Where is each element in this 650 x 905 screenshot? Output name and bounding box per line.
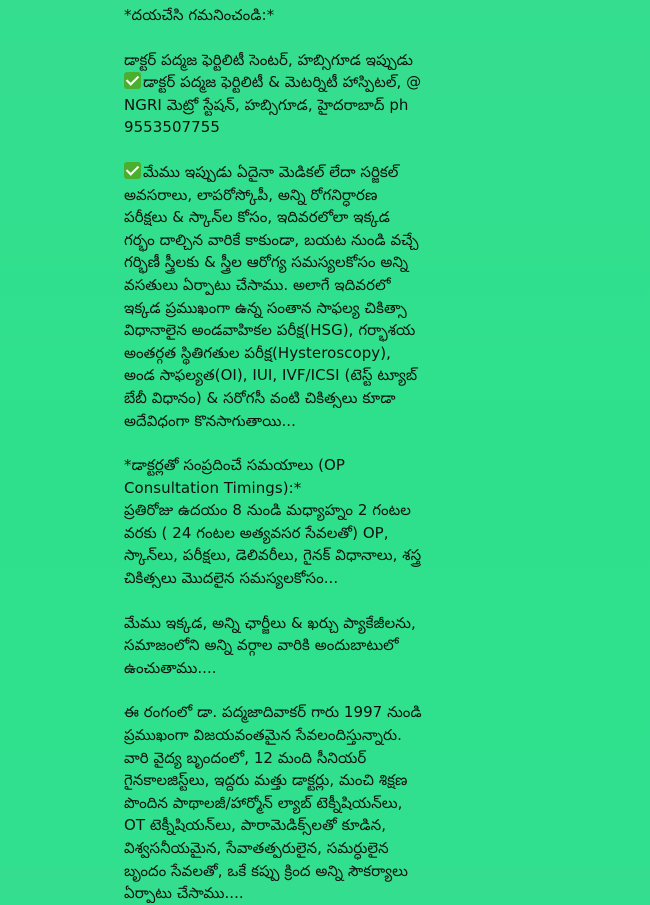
charges-line: ఉంచుతాము.... — [124, 658, 217, 677]
services-paragraph — [124, 161, 540, 432]
timings-line: స్కాన్‌లు, పరీక్షలు, డెలివరీలు, గైనక్ విధానాలు, శస్త్ర — [124, 546, 422, 565]
services-line-with-check — [124, 161, 540, 184]
services-line: ఇక్కడ ప్రముఖంగా ఉన్న సంతాన సాఫల్య చికిత్సా — [124, 298, 407, 317]
experience-line: వారి వైద్య బృందంలో, 12 మంది సీనియర్ — [124, 748, 367, 767]
experience-line: విశ్వసనీయమైన, సేవాతత్పరులైన, సమర్ధులైన — [124, 839, 389, 857]
charges-line: సమాజంలోని అన్ని వర్గాల వారికి అందుబాటులో — [124, 636, 399, 655]
experience-line: ప్రముఖంగా విజయవంతమైన సేవలందిస్తున్నారు. — [124, 726, 402, 745]
intro-line: డాక్టర్ పద్మజ ఫెర్టిలిటీ సెంటర్, హబ్సిగూడ ఇప్పుడు — [124, 50, 413, 69]
experience-line: ఈ రంగంలో డా. పద్మజాదివాకర్ గారు 1997 నుండి — [124, 703, 422, 722]
intro-line: NGRI మెట్రో స్టేషన్, హబ్సిగూడ, హైదరాబాద్ ph — [124, 95, 409, 114]
experience-line: గైనకాలజిస్ట్‌లు, ఇద్దరు మత్తు డాక్టర్లు, మంచి శిక్షణ — [124, 771, 408, 790]
intro-line-with-check — [124, 71, 540, 94]
experience-line: పొందిన పాథాలజీ/హార్మోన్ ల్యాబ్ టెక్నీషియన్‌లు, — [124, 793, 403, 812]
experience-line: OT టెక్నీషియన్‌లు, పారామెడిక్స్‌లతో కూడిన, — [124, 816, 387, 835]
experience-paragraph — [124, 701, 540, 904]
timings-heading: *డాక్టర్లతో సంప్రదించే సమయాలు (OP — [124, 456, 345, 475]
services-line: అండ సాఫల్యత(OI), IUI, IVF/ICSI (టెస్ట్ ట్యూబ్ — [124, 366, 418, 385]
services-line: అదేవిధంగా కొనసాగుతాయి... — [124, 411, 296, 430]
phone-number: 9553507755 — [124, 118, 220, 137]
services-line: పరీక్షలు & స్కాన్‌ల కోసం, ఇదివరలోలా ఇక్కడ — [124, 208, 390, 227]
notice-heading: *దయచేసి గమనించండి:* — [124, 6, 275, 24]
services-line: వసతులు ఏర్పాటు చేసాము. అలాగే ఇదివరలో — [124, 275, 391, 294]
experience-line: ఏర్పాటు చేసాము.... — [124, 884, 244, 903]
timings-line: వరకు ( 24 గంటల అత్యవసర సేవలతో) OP, — [124, 523, 389, 542]
services-line: గర్భిణీ స్త్రీలకు & స్త్రీల ఆరోగ్య సమస్యలకోసం అన్ని — [124, 253, 409, 272]
services-line: అంతర్గత స్థితిగతుల పరీక్ష(Hysteroscopy), — [124, 343, 391, 362]
notice-paragraph — [124, 4, 540, 27]
timings-line: చికిత్సలు మొదలైన సమస్యలకోసం... — [124, 569, 339, 588]
services-line: బేబీ విధానం) & సరోగసీ వంటి చికిత్సలు కూడా — [124, 388, 396, 407]
check-mark-icon — [124, 72, 141, 89]
intro-line: డాక్టర్ పద్మజ ఫెర్టిలిటీ & మెటర్నిటీ హాస్పిటల్, @ — [143, 73, 422, 92]
check-mark-icon — [124, 162, 141, 179]
timings-paragraph — [124, 454, 540, 590]
experience-line: బృందం సేవలతో, ఒకే కప్పు క్రింద అన్ని సౌకర్యాలు — [124, 861, 409, 880]
charges-line: మేము ఇక్కడ, అన్ని ఛార్జీలు & ఖర్చు ప్యాకేజీలను, — [124, 613, 416, 632]
services-line: గర్భం దాల్చిన వారికే కాకుండా, బయట నుండి వచ్చే — [124, 230, 419, 249]
charges-paragraph — [124, 612, 540, 680]
timings-line: ప్రతిరోజు ఉదయం 8 నుండి మధ్యాహ్నం 2 గంటల — [124, 501, 411, 520]
services-line: మేము ఇప్పుడు ఏదైనా మెడికల్ లేదా సర్జికల్ — [143, 162, 399, 181]
intro-paragraph — [124, 49, 540, 139]
timings-heading: Consultation Timings):* — [124, 478, 302, 497]
services-line: అవసరాలు, లాపరోస్కోపీ, అన్ని రోగనిర్ధారణ — [124, 185, 378, 204]
services-line: విధానాలైన అండవాహికల పరీక్ష(HSG), గర్భాశయ — [124, 321, 416, 340]
